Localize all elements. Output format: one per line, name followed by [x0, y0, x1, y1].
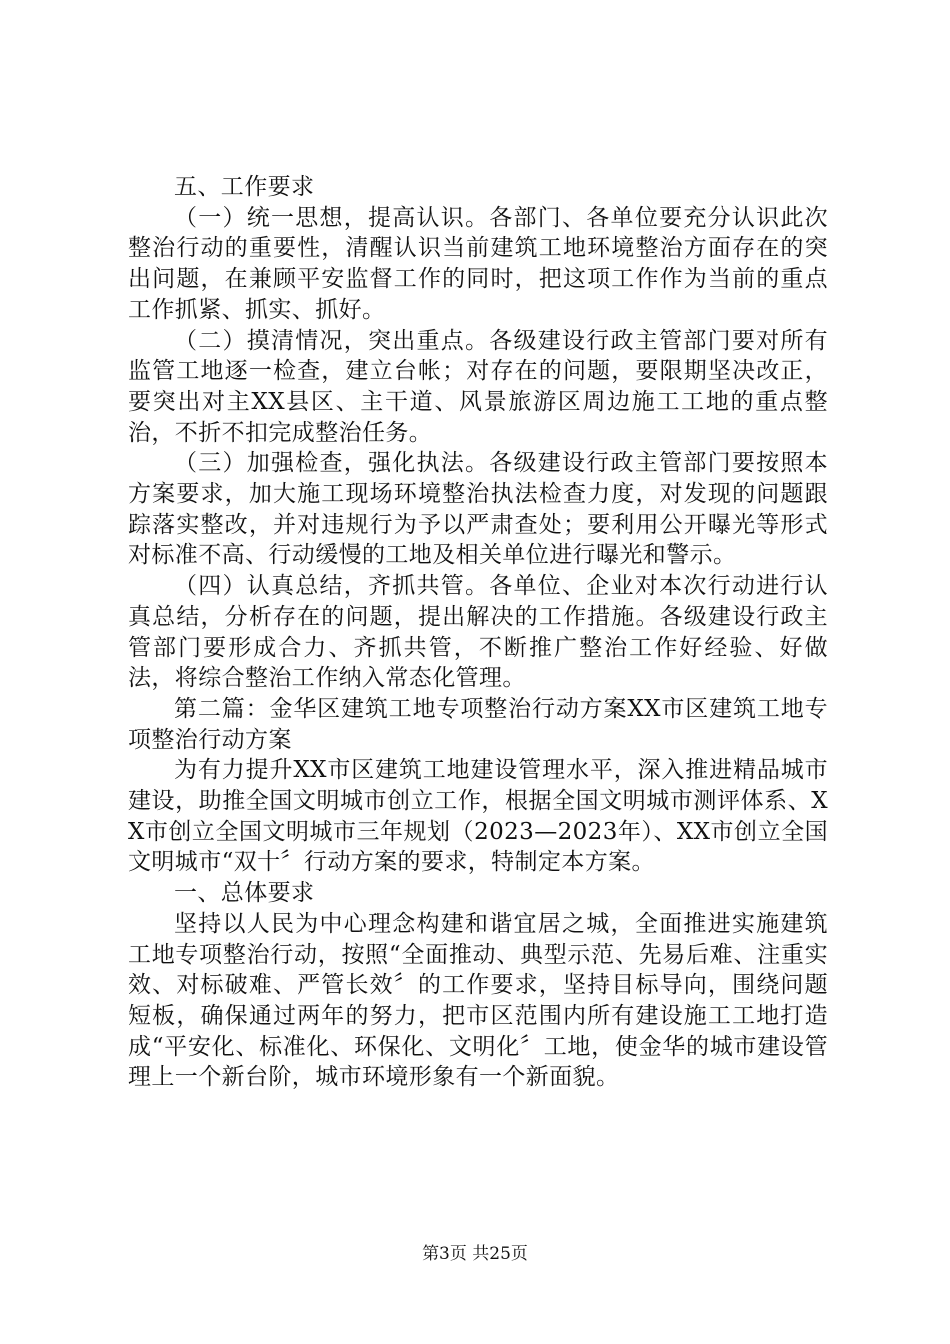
document-body — [128, 172, 828, 1093]
paragraph-strengthen-inspection: （三）加强检查，强化执法。各级建设行政主管部门要按照本方案要求，加大施工现场环境整治执法检查力度，对发现的问题跟踪落实整改，并对违规行为予以严肃查处；要利用公开曝光等形式对标准不高、行动缓慢的工地及相关单位进行曝光和警示。 — [128, 450, 828, 569]
chapter-two-title: 第二篇：金华区建筑工地专项整治行动方案XX市区建筑工地专项整治行动方案 — [128, 695, 828, 753]
paragraph-introduction: 为有力提升XX市区建筑工地建设管理水平，深入推进精品城市建设，助推全国文明城市创立工作，根据全国文明城市测评体系、XX市创立全国文明城市三年规划（2023—2023年）、XX市创立全国文明城市“双十〞行动方案的要求，特制定本方案。 — [128, 757, 828, 876]
section-heading-overall-requirements: 一、总体要求 — [174, 880, 315, 907]
section-heading-work-requirements: 五、工作要求 — [174, 174, 315, 200]
paragraph-overall-requirements: 坚持以人民为中心理念构建和谐宜居之城，全面推进实施建筑工地专项整治行动，按照“全面推动、典型示范、先易后难、注重实效、对标破难、严管长效〞的工作要求，坚持目标导向，围绕问题短板，确保通过两年的努力，把市区范围内所有建设施工工地打造成“平安化、标准化、环保化、文明化〞工地，使金华的城市建设管理上一个新台阶，城市环境形象有一个新面貌。 — [128, 910, 828, 1091]
paragraph-summarize-cooperate: （四）认真总结，齐抓共管。各单位、企业对本次行动进行认真总结，分析存在的问题，提出解决的工作措施。各级建设行政主管部门要形成合力、齐抓共管，不断推广整治工作好经验、好做法，将综合整治工作纳入常态化管理。 — [128, 573, 828, 692]
paragraph-unify-thinking: （一）统一思想，提高认识。各部门、各单位要充分认识此次整治行动的重要性，清醒认识当前建筑工地环境整治方面存在的突出问题，在兼顾平安监督工作的同时，把这项工作作为当前的重点工作抓紧、抓实、抓好。 — [128, 204, 828, 323]
paragraph-identify-situation: （二）摸清情况，突出重点。各级建设行政主管部门要对所有监管工地逐一检查，建立台帐；对存在的问题，要限期坚决改正，要突出对主XX县区、主干道、风景旅游区周边施工工地的重点整治，不折不扣完成整治任务。 — [128, 327, 828, 446]
page-number-footer: 第3页 共25页 — [422, 1244, 528, 1264]
